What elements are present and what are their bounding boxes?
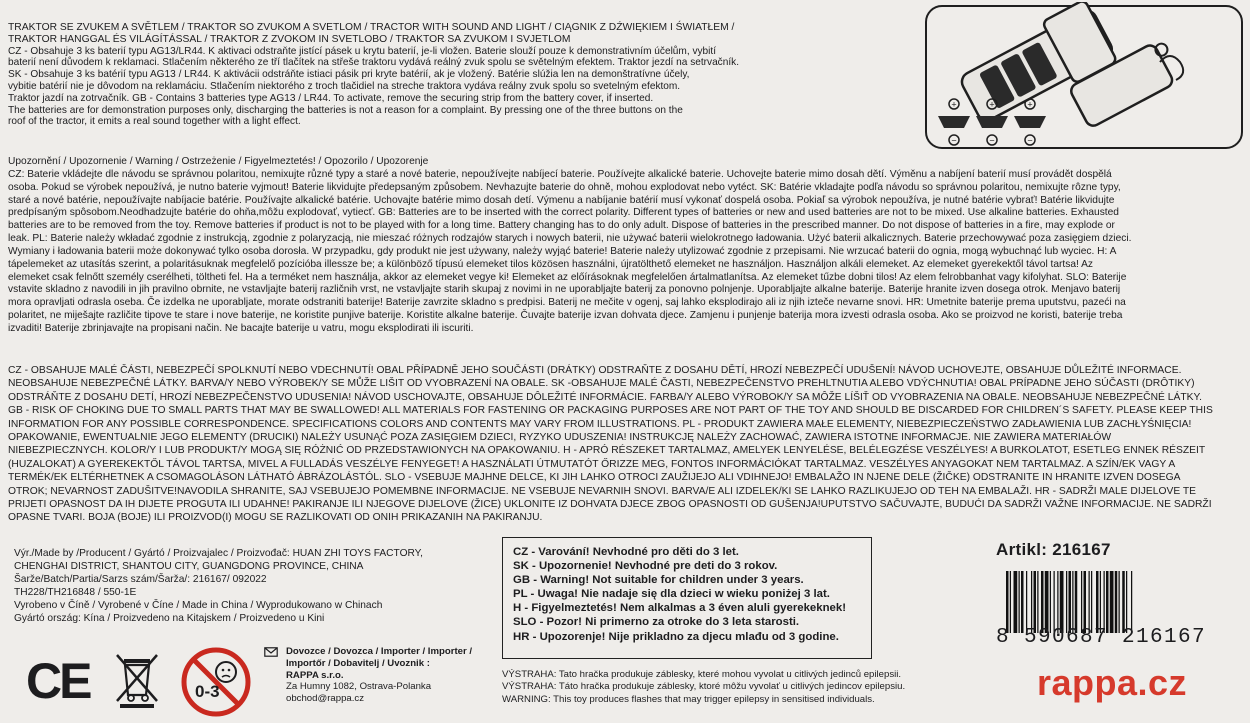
svg-text:+: + [1027,99,1033,110]
hazard-line: INFORMATION FOR ANY POSSIBLE CORRESPONDENCE. SPECIFICATIONS COLORS AND CONTENTS MAY VARY FROM ILLUSTRATIONS. PL - PRODUKT ZAWIERA MAŁE ELEMENTY, NIEBEZPIECZEŃSTWO ZADŁAWIENIA LUB ZACHŁYŚNIĘCIA! [8,418,1192,430]
svg-text:+: + [951,99,957,110]
importer-address: Za Humny 1082, Ostrava-Polanka [286,681,432,693]
epilepsy-warning [502,669,982,706]
barcode-bar [1069,571,1072,633]
barcode-bar [1006,571,1009,633]
barcode-bar [1104,571,1105,633]
description-line: The batteries are for demonstration purposes only, discharging the batteries is not a reason for a complaint. By pressing one of the three buttons on the [8,104,683,116]
description-line: SK - Obsahuje 3 ks batérií typu AG13 / LR44. K aktivácii odstráňte istiaci pásik pri kryte batérií, ak je vložený. Batérie slúžia len na demonštratívne účely, [8,69,690,81]
hazard-line: ODSTRÁŇTE Z DOSAHU DETÍ, HROZÍ NEBEZPEČENSTVO UDUSENIA! NÁVOD USCHOVAJTE, OBSAHUJE DÔLEŽITÉ INFORMÁCIE. FARBA/Y ALEBO VÝROBOK/Y SA MÔŽE LÍŠIŤ OD VYOBRAZENIA NA OBALE. NEOBSAHUJE NEBEZPEČNÉ LÁTKY. [8,391,1202,403]
barcode-bar [1014,571,1018,633]
barcode-bar [1057,571,1058,633]
barcode-bar [1010,571,1011,633]
age-warning-line: SLO - Pozor! Ni primerno za otroke do 3 leta starosti. [513,616,800,629]
battery-diagram [922,2,1246,152]
age-warning-line: PL - Uwaga! Nie nadaje się dla dzieci w wieku poniżej 3 lat. [513,588,830,601]
warning-line: CZ: Baterie vkládejte dle návodu se správnou polaritou, nemixujte různé typy a staré a nové baterie, nepoužívejte nabíjecí baterie. Používejte alkalické baterie. Uchovejte baterie mimo dosah dětí. Výměnu a nabíjení baterií musí provádět dospělá [8,168,1112,180]
description-line: baterií není důvodem k reklamaci. Stlačením některého ze tří tlačítek na střeše traktoru vydává reálný zvuk spolu se světelným efektem. Traktor jezdí na setrvačník. [8,57,740,69]
warning-line: Wymiany i ładowania baterii może dokonywać tylko osoba dorosła. W przypadku, gdy produkt nie jest używany, należy wyjąć baterie! Baterie należy utylizować zgodnie z przepisami. Nie wrzucać baterii do ognia, mogą wybuchnąć lub wyciec. H: A [8,245,1117,257]
barcode-bar [1081,571,1082,633]
barcode-bar [1037,571,1038,633]
age-warning-line: H - Figyelmeztetés! Nem alkalmas a 3 éven aluli gyerekeknek! [513,602,847,615]
barcode-bar [1041,571,1044,633]
hazard-line: NEOBSAHUJE NEBEZPEČNÉ LÁTKY. BARVA/Y NEBO VÝROBEK/Y SE MŮŽE LIŠIT OD VYOBRAZENÍ NA OBALE. SK -OBSAHUJE MALÉ ČASTI, NEBEZPEČENSTVO PREHLTNUTIA ALEBO VDÝCHNUTIA! OBAL PRÍPADNE JEHO SÚČASTI (DRÔTIKY) [8,378,1195,390]
epilepsy-line: WARNING: This toy produces flashes that may trigger epilepsy in sensitised individuals. [502,693,875,705]
description-line: Traktor jazdí na zotrvačník. GB - Contains 3 batteries type AG13 / LR44. To activate, remove the securing strip from the battery cover, if inserted. [8,92,654,104]
hazard-line: CZ - OBSAHUJE MALÉ ČÁSTI, NEBEZPEČÍ SPOLKNUTÍ NEBO VDECHNUTÍ! OBAL PŘÍPADNĚ JEHO SOUČÁSTI (DRÁTKY) ODSTRAŇTE Z DOSAHU DĚTÍ, HROZÍ NEBEZPEČÍ UDUŠENÍ! NÁVOD UCHOVEJTE, OBSAHUJE DŮLEŽITÉ INFORMACE. [8,365,1182,376]
barcode-bar [1072,571,1073,633]
description-line: roof of the tractor, it emits a real sound together with a light effect. [8,116,301,128]
barcode-bar [1021,571,1024,633]
barcode-bar [1060,571,1064,633]
epilepsy-line: VÝSTRAHA: Tato hračka produkuje záblesky, které mohou vyvolat u citlivých jedinců epilepsii. [502,669,902,680]
warning-line: staré a nové batérie, nepoužívajte nabíjacie batérie. Používajte alkalické batérie. Uchovajte batérie mimo dosah detí. Výmenu a nabíjanie batérií musí vykonať dospelá osoba. Pokiaľ sa výrobok nepoužíva, je nutné batérie vybrať! Batérie likvidujte [8,194,1115,206]
warning-line: polaritet, ne miješajte različite tipove te stare i nove baterije, ne koristite punjive baterije. Koristite alkalne baterije. Čuvajte baterije izvan dohvata djece. Zamjenu i punjenje baterija mora izvesti odrasla osoba. Ako se proizvod ne koristi, baterije treba [8,310,1123,322]
hazard-line: OTROK; NEVARNOST ZADUŠITVE!NAVODILA SHRANITE, SAJ VSEBUJEJO POMEMBNE INFORMACIJE. NE VSEBUJE NEVARNIH SNOVI. BARVA/E ALI IZDELEK/KI SE LAHKO RAZLIKUJEJO OD TEH NA EMBALAŽI. HR - SADRŽI MALE DIJELOVE TE [8,485,1197,497]
age-warning-line: HR - Upozorenje! Nije prikladno za djecu mlađu od 3 godine. [513,630,839,643]
warning-line: mora opravljati odrasla oseba. Če izdelka ne uporabljate, morate odstraniti baterije! Baterije zavrzite skladno s predpisi. Baterij ne mečite v ogenj, saj lahko eksplodirajo ali iz njih izteče nevarne snovi. HR: Umetnite baterije prema uputstvu, pazeći na [8,297,1126,309]
barcode-bar [1089,571,1090,633]
barcode-bar [1126,571,1127,633]
importer-line: Importőr / Dobavitelj / Uvoznik : [286,657,430,669]
svg-text:+: + [989,99,995,110]
product-description [8,22,908,128]
weee-bin-icon [112,651,162,709]
barcode-bar [1026,571,1027,633]
barcode-bar [1084,571,1087,633]
hazard-line: NIEBEZPIECZNYCH. KOLOR/Y I LUB PRODUKT/Y MOGĄ SIĘ RÓŻNIĆ OD PRZEDSTAWIONYCH NA OPAKOWANIU. H - APRÓ RÉSZEKET TARTALMAZ, AMELYEK LENYELÉSE, BELÉLEGZÉSE VESZÉLYES! A BURKOLATOT, ESETLEG ENNEK RÉSZEIT [8,445,1206,457]
svg-text:−: − [989,135,995,146]
barcode [1006,571,1242,633]
barcode-bar [1019,571,1020,633]
age-warning-line: CZ - Varování! Nevhodné pro děti do 3 let. [513,546,739,558]
barcode-bar [1054,571,1055,633]
warning-line: leak. PL: Baterie należy wkładać zgodnie z instrukcją, zgodnie z polaryzacją, nie mieszać różnych rodzajów starych i nowych baterii, nie używać baterii wielokrotnego ładowania. Użyć baterii alkalicznych. Baterie przechowywać poza zasięgiem dzieci. [8,233,1132,245]
origin-line: Gyártó ország: Kína / Proizvedeno na Kitajskem / Proizvedeno u Kini [14,612,325,624]
age-restriction-label: 0-3 [195,682,220,701]
manufacturer-line: CHENGHAI DISTRICT, SHANTOU CITY, GUANGDONG PROVINCE, CHINA [14,560,364,572]
barcode-bar [1050,571,1051,633]
warning-line: predpísaným spôsobom.Neodhadzujte batérie do ohňa,môžu explodovať, vytiecť. GB: Batteries are to be inserted with the correct polarity. Different types of batteries or new and used batteries are not to be mixed. Use alkaline batteries. Exhausted [8,207,1119,219]
title-line-1: TRAKTOR SE ZVUKEM A SVĚTLEM / TRAKTOR SO ZVUKOM A SVETLOM / TRACTOR WITH SOUND AND LIGHT / CIĄGNIK Z DŹWIĘKIEM I ŚWIATŁEM / [8,22,735,33]
barcode-bar [1110,571,1114,633]
importer-email: obchod@rappa.cz [286,693,365,705]
title-line-2: TRAKTOR HANGGAL ÉS VILÁGÍTÁSSAL / TRAKTOR Z ZVOKOM IN SVETLOBO / TRAKTOR SA ZVUKOM I SVJETLOM [8,33,571,45]
manufacturer-line: Výr./Made by /Producent / Gyártó / Proizvajalec / Proizvođač: HUAN ZHI TOYS FACTORY, [14,548,423,559]
hazard-line: OPAKOWANIE, EWENTUALNIE JEGO ELEMENTY (DRUCIKI) NALEŻY USUNĄĆ POZA ZASIĘGIEM DZIECI, RYZYKO UDUSZENIA! INSTRUKCJĘ NALEŻY ZACHOWAĆ, ZAWIERA ISTOTNE INFORMACJE. NIE ZAWIERA MATERIAŁÓW [8,432,1112,444]
batch-line: Šarže/Batch/Partia/Sarzs szám/Šarža/: 216167/ 092022 [14,573,267,585]
barcode-bar [1096,571,1099,633]
manufacturer-info [14,548,494,625]
warning-line: osoba. Pokud se výrobek nepoužívá, je nutno baterie vyjmout! Baterie likvidujte předepsaným způsobem. Nevhazujte baterie do ohně, mohou explodovat nebo vytéct. SK: Batérie vkladajte podľa návodu so správnou polaritou, nemixujte rôzne typy, [8,181,1121,193]
warning-line: batteries are to be removed from the toy. Remove batteries if product is not to be played with for a long time. Battery changing has to do only adult. Dispose of batteries in the prescribed manner. Do not dispose of batteries in a fire, may explode or [8,220,1115,232]
choking-hazard-warnings [8,364,1243,525]
hazard-line: (HUZALOKAT) A GYEREKEKTŐL TÁVOL TARTSA, MIVEL A FULLADÁS VESZÉLYE FENYEGET! A HASZNÁLATI ÚTMUTATÓT ŐRIZZE MEG, FONTOS INFORMÁCIÓKAT TARTALMAZ. VESZÉLYES ANYAGOKAT NEM TARTALMAZ. A SZÍN/EK VAGY A [8,458,1176,470]
hazard-line: OPASNE TVARI. BOJA (BOJE) ILI PROIZVOD(I) MOGU SE RAZLIKOVATI OD ONIH PRIKAZANIH NA PAKIRANJU. [8,512,543,524]
barcode-bar [1045,571,1049,633]
importer-line: Dovozce / Dovozca / Importer / Importer / [286,646,473,657]
age-warning-line: SK - Upozornenie! Nevhodné pre deti do 3 rokov. [513,560,778,573]
svg-text:−: − [1027,135,1033,146]
warning-line: izvaditi! Baterije zbrinjavajte na propisani način. Ne bacajte baterije u vatru, mogu eksplodirati ili iscuriti. [8,322,474,334]
barcode-bar [1091,571,1092,633]
barcode-bar [1034,571,1037,633]
importer-name: RAPPA s.r.o. [286,669,344,681]
barcode-number: 8 590687 216167 [996,626,1207,649]
hazard-line: GB - RISK OF CHOKING DUE TO SMALL PARTS THAT MAY BE SWALLOWED! ALL MATERIALS FOR FASTENING OR PACKAGING PURPOSES ARE NOT PART OF THE TOY AND SHOULD BE DISCARDED FOR CHILDREN´S SAFETY. PLEASE KEEP THIS [8,405,1213,417]
ce-mark-icon: CE [26,653,90,709]
barcode-bar [1031,571,1032,633]
barcode-bar [1122,571,1125,633]
model-code-line: TH228/TH216848 / 550-1E [14,586,137,598]
age-warning-box [502,537,872,659]
description-line: vybitie batérií nie je dôvodom na reklamáciu. Stlačením niektorého z troch tlačidiel na streche traktora vydáva reálny zvuk spolu so svetelným efektom. [8,80,681,92]
barcode-bar [1106,571,1109,633]
barcode-bar [1131,571,1132,633]
barcode-bar [1100,571,1101,633]
article-number: Artikl: 216167 [996,540,1111,559]
description-line: CZ - Obsahuje 3 ks baterií typu AG13/LR44. K aktivaci odstraňte jistící pásek u krytu baterií, je-li vložen. Baterie slouží pouze k demonstrativním účelům, vybití [8,45,717,57]
warning-line: tápelemeket az utasítás szerint, a polaritásuknak megfelelő pozícióba illessze be; a különböző típusú elemeket tilos közösen használni, újratölthető elemeket ne használjon. Használjon alkáli elemeket. Az elemeket gyerekektől távol tartsa! Az [8,258,1094,270]
svg-text:−: − [951,135,957,146]
hazard-line: TERMÉK/EK ELTÉRHETNEK A CSOMAGOLÁSON LÁTHATÓ ÁBRÁZOLÁSTÓL. SLO - VSEBUJE MAJHNE DELCE, KI JIH LAHKO OTROCI ZAUŽIJEJO ALI VDIHNEJO! EMBALAŽO IN NJENE DELE (ŽIČKE) ODSTRANITE IN HRANITE IZVEN DOSEGA [8,472,1181,484]
hazard-line: PRIJETI OPASNOST DA IH DIJETE PROGUTA ILI UDAHNE! PAKIRANJE ILI NJEGOVE DIJELOVE (ŽICE) UKLONITE IZ DOHVATA DJECE ZBOG OPASNOSTI OD GUŠENJA!UPUTSTVO SAČUVAJTE, BUDUĆI DA SADRŽI VAŽNE INFORMACIJE. NE SADRŽI [8,499,1212,511]
warning-line: elemeket csak felnőtt személy cserélheti, töltheti fel. Ha a terméket nem használja, akkor az elemeket vegye ki! Elemeket az előírásoknak megfelelően ártalmatlanítsa. Az elemeket tűzbe dobni tilos! Az elem felrobbanhat vagy kifolyhat. SLO: Baterije [8,271,1127,283]
barcode-bar [1119,571,1120,633]
brand-logo: rappa.cz [1037,662,1188,703]
age-warning-line: GB - Warning! Not suitable for children under 3 years. [513,574,804,587]
warning-line: vstavite skladno z navodili in jih pravilno obrnite, ne vstavljajte baterij različnih vrst, ne vstavljajte starih skupaj z novimi in ne uporabljajte baterij za ponovno polnjenje. Uporabljajte alkalne baterije. Baterije hranite izven dosega otrok. Menjavo baterij [8,284,1121,296]
origin-line: Vyrobeno v Číně / Vyrobené v Číne / Made in China / Wyprodukowano w Chinach [14,599,383,611]
warning-heading: Upozornění / Upozornenie / Warning / Ostrzeżenie / Figyelmeztetés! / Opozorilo / Upozorenje [8,156,429,167]
barcode-bar [1075,571,1078,633]
barcode-bar [1066,571,1067,633]
importer-info [268,646,516,705]
age-restriction-icon [180,646,252,718]
barcode-bar [1115,571,1118,633]
epilepsy-line: VÝSTRAHA: Táto hračka produkuje záblesky, ktoré môžu vyvolať u citlivých jedincov epilepsiu. [502,681,906,693]
battery-warnings [8,156,1243,336]
